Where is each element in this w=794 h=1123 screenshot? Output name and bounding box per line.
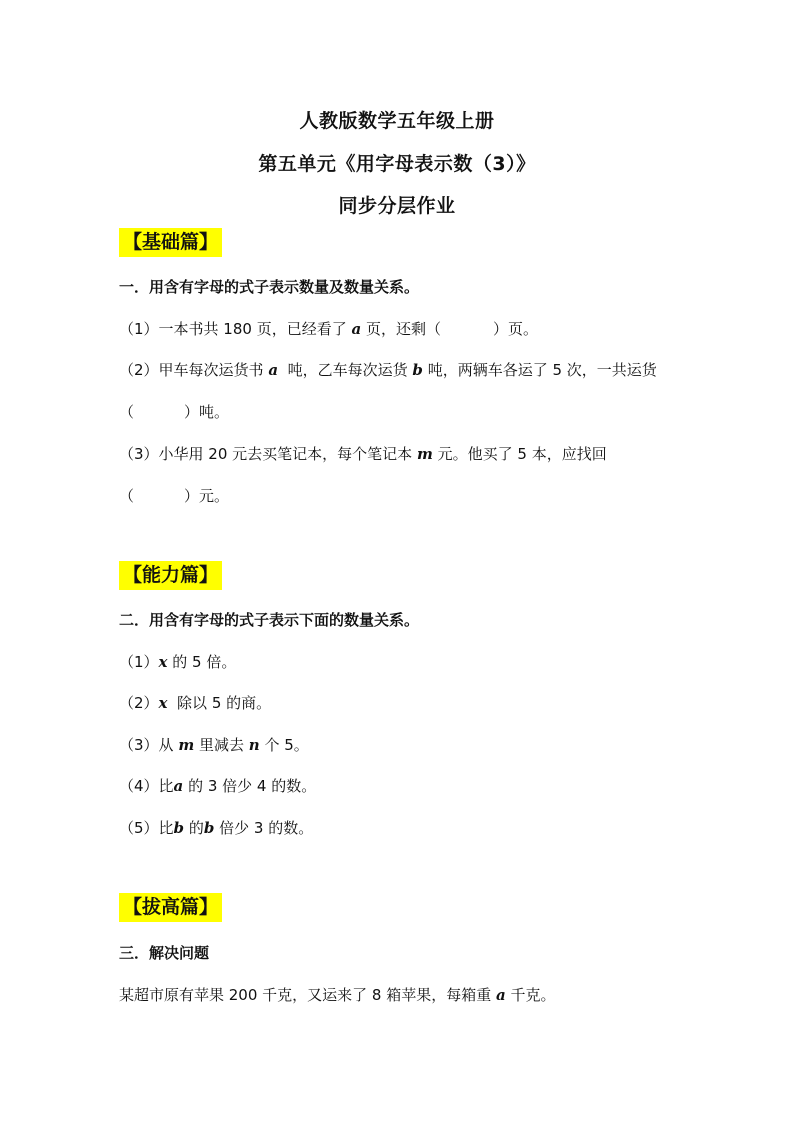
doc-subtitle: 第五单元《用字母表示数（3）》 [258,153,536,175]
q-text: （1）一本书共 180 页，已经看了 [119,320,347,338]
q-text: （1） [119,653,159,671]
problem-3-1 [119,984,556,1005]
q-text: （ [119,487,135,505]
q-text: （3）小华用 20 元去买笔记本，每个笔记本 [119,445,413,463]
section-tag-ability: 【能力篇】 [119,561,222,590]
question-2-3 [119,734,309,755]
doc-subtitle-2: 同步分层作业 [338,195,456,217]
question-2-1 [119,651,236,672]
variable: a [173,777,184,795]
q-text: （ [119,403,135,421]
q-text: 页，还剩（ [366,320,442,338]
q-text: （2）甲车每次运货书 [119,361,264,379]
q-text: 倍少 3 的数。 [219,819,314,837]
q-text: （4）比 [119,777,174,795]
section-tag-basic: 【基础篇】 [119,228,222,257]
q-text: 除以 5 的商。 [177,694,272,712]
q-text: 的 3 倍少 4 的数。 [188,777,317,795]
q-text: 吨，两辆车各运了 5 次，一共运货 [427,361,657,379]
q-text: 元。他买了 5 本，应找回 [437,445,607,463]
heading-advanced: 三．解决问题 [119,944,210,962]
variable: a [351,320,362,338]
q-text: ）元。 [184,487,230,505]
question-1-2-cont [119,401,229,422]
q-text: ）吨。 [184,403,230,421]
question-2-4 [119,775,316,796]
variable: b [173,819,185,837]
q-text: （5）比 [119,819,174,837]
variable: a [268,361,279,379]
question-2-2 [119,692,271,713]
variable: x [158,653,168,671]
q-text: 的 5 倍。 [172,653,237,671]
question-1-1 [119,318,538,339]
variable: b [412,361,423,379]
section-tag-advanced: 【拔高篇】 [119,893,222,922]
question-1-3-cont [119,485,229,506]
q-text: 千克。 [510,986,556,1004]
variable: b [203,819,215,837]
q-text: 个 5。 [264,736,309,754]
q-text: ）页。 [493,320,539,338]
variable: n [248,736,260,754]
q-text: （3）从 [119,736,174,754]
q-text: （2） [119,694,159,712]
doc-title: 人教版数学五年级上册 [299,110,495,132]
q-text: 某超市原有苹果 200 千克，又运来了 8 箱苹果，每箱重 [119,986,492,1004]
variable: m [416,445,433,463]
question-1-2 [119,359,657,380]
q-text: 的 [188,819,204,837]
q-text: 里减去 [198,736,244,754]
q-text: 吨，乙车每次运货 [287,361,408,379]
variable: a [496,986,506,1004]
heading-ability: 二．用含有字母的式子表示下面的数量关系。 [119,611,420,629]
question-2-5 [119,817,313,838]
variable: x [158,694,168,712]
heading-basic: 一．用含有字母的式子表示数量及数量关系。 [119,278,420,296]
variable: m [178,736,195,754]
question-1-3 [119,443,607,464]
